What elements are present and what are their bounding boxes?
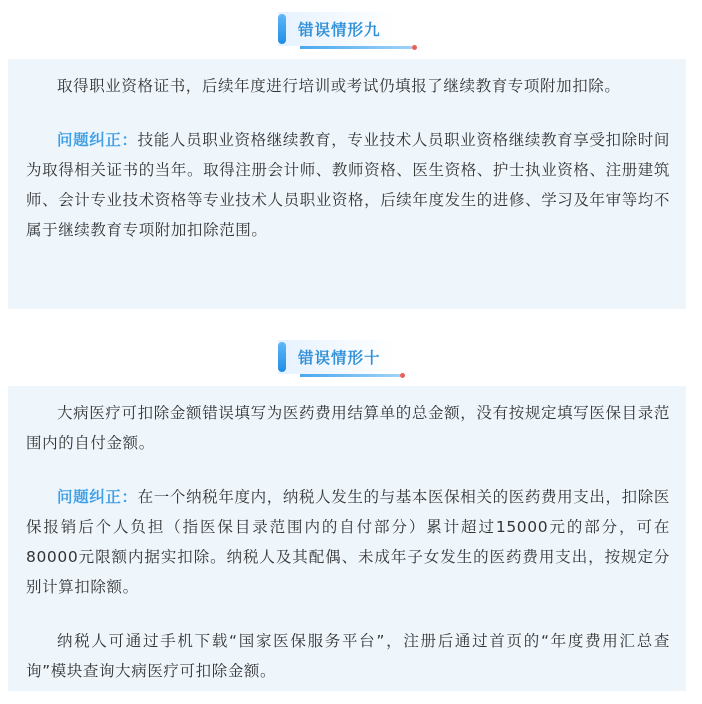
paragraph-gap: [26, 458, 670, 482]
section-10-title-pill: [278, 340, 395, 374]
section-9-correction: [26, 125, 670, 245]
title-underline: [300, 374, 400, 377]
section-10-header: [278, 340, 395, 374]
section-10-title: 错误情形十: [298, 349, 381, 367]
title-dot-icon: [400, 373, 405, 378]
section-10-correction: [26, 482, 670, 602]
correction-label: 问题纠正：: [57, 488, 138, 506]
accent-bar-icon: [278, 14, 286, 44]
section-10-correction-text: 在一个纳税年度内，纳税人发生的与基本医保相关的医药费用支出，扣除医保报销后个人负担（指医保目录范围内的自付部分）累计超过15000元的部分，可在80000元限额内据实扣除。纳税人及其配偶、未成年子女发生的医药费用支出，按规定分别计算扣除额。: [26, 488, 670, 596]
title-underline: [300, 46, 412, 49]
section-9-title-pill: [278, 12, 395, 46]
title-dot-icon: [412, 45, 417, 50]
paragraph-gap: [26, 602, 670, 626]
section-9-box: [8, 59, 686, 309]
section-9-title: 错误情形九: [298, 21, 381, 39]
paragraph-gap: [26, 101, 670, 125]
section-9-correction-text: 技能人员职业资格继续教育，专业技术人员职业资格继续教育享受扣除时间为取得相关证书的当年。取得注册会计师、教师资格、医生资格、护士执业资格、注册建筑师、会计专业技术资格等专业技术人员职业资格，后续年度发生的进修、学习及年审等均不属于继续教育专项附加扣除范围。: [26, 131, 671, 239]
section-10-case-text: 大病医疗可扣除金额错误填写为医药费用结算单的总金额，没有按规定填写医保目录范围内的自付金额。: [26, 404, 670, 452]
correction-label: 问题纠正：: [57, 131, 138, 149]
section-9-case-text: 取得职业资格证书，后续年度进行培训或考试仍填报了继续教育专项附加扣除。: [57, 77, 621, 95]
section-9-header: [278, 12, 395, 46]
section-10-note: 纳税人可通过手机下载“国家医保服务平台”，注册后通过首页的“年度费用汇总查询”模块查询大病医疗可扣除金额。: [26, 632, 670, 680]
section-10-box: [8, 386, 686, 691]
accent-bar-icon: [278, 342, 286, 372]
